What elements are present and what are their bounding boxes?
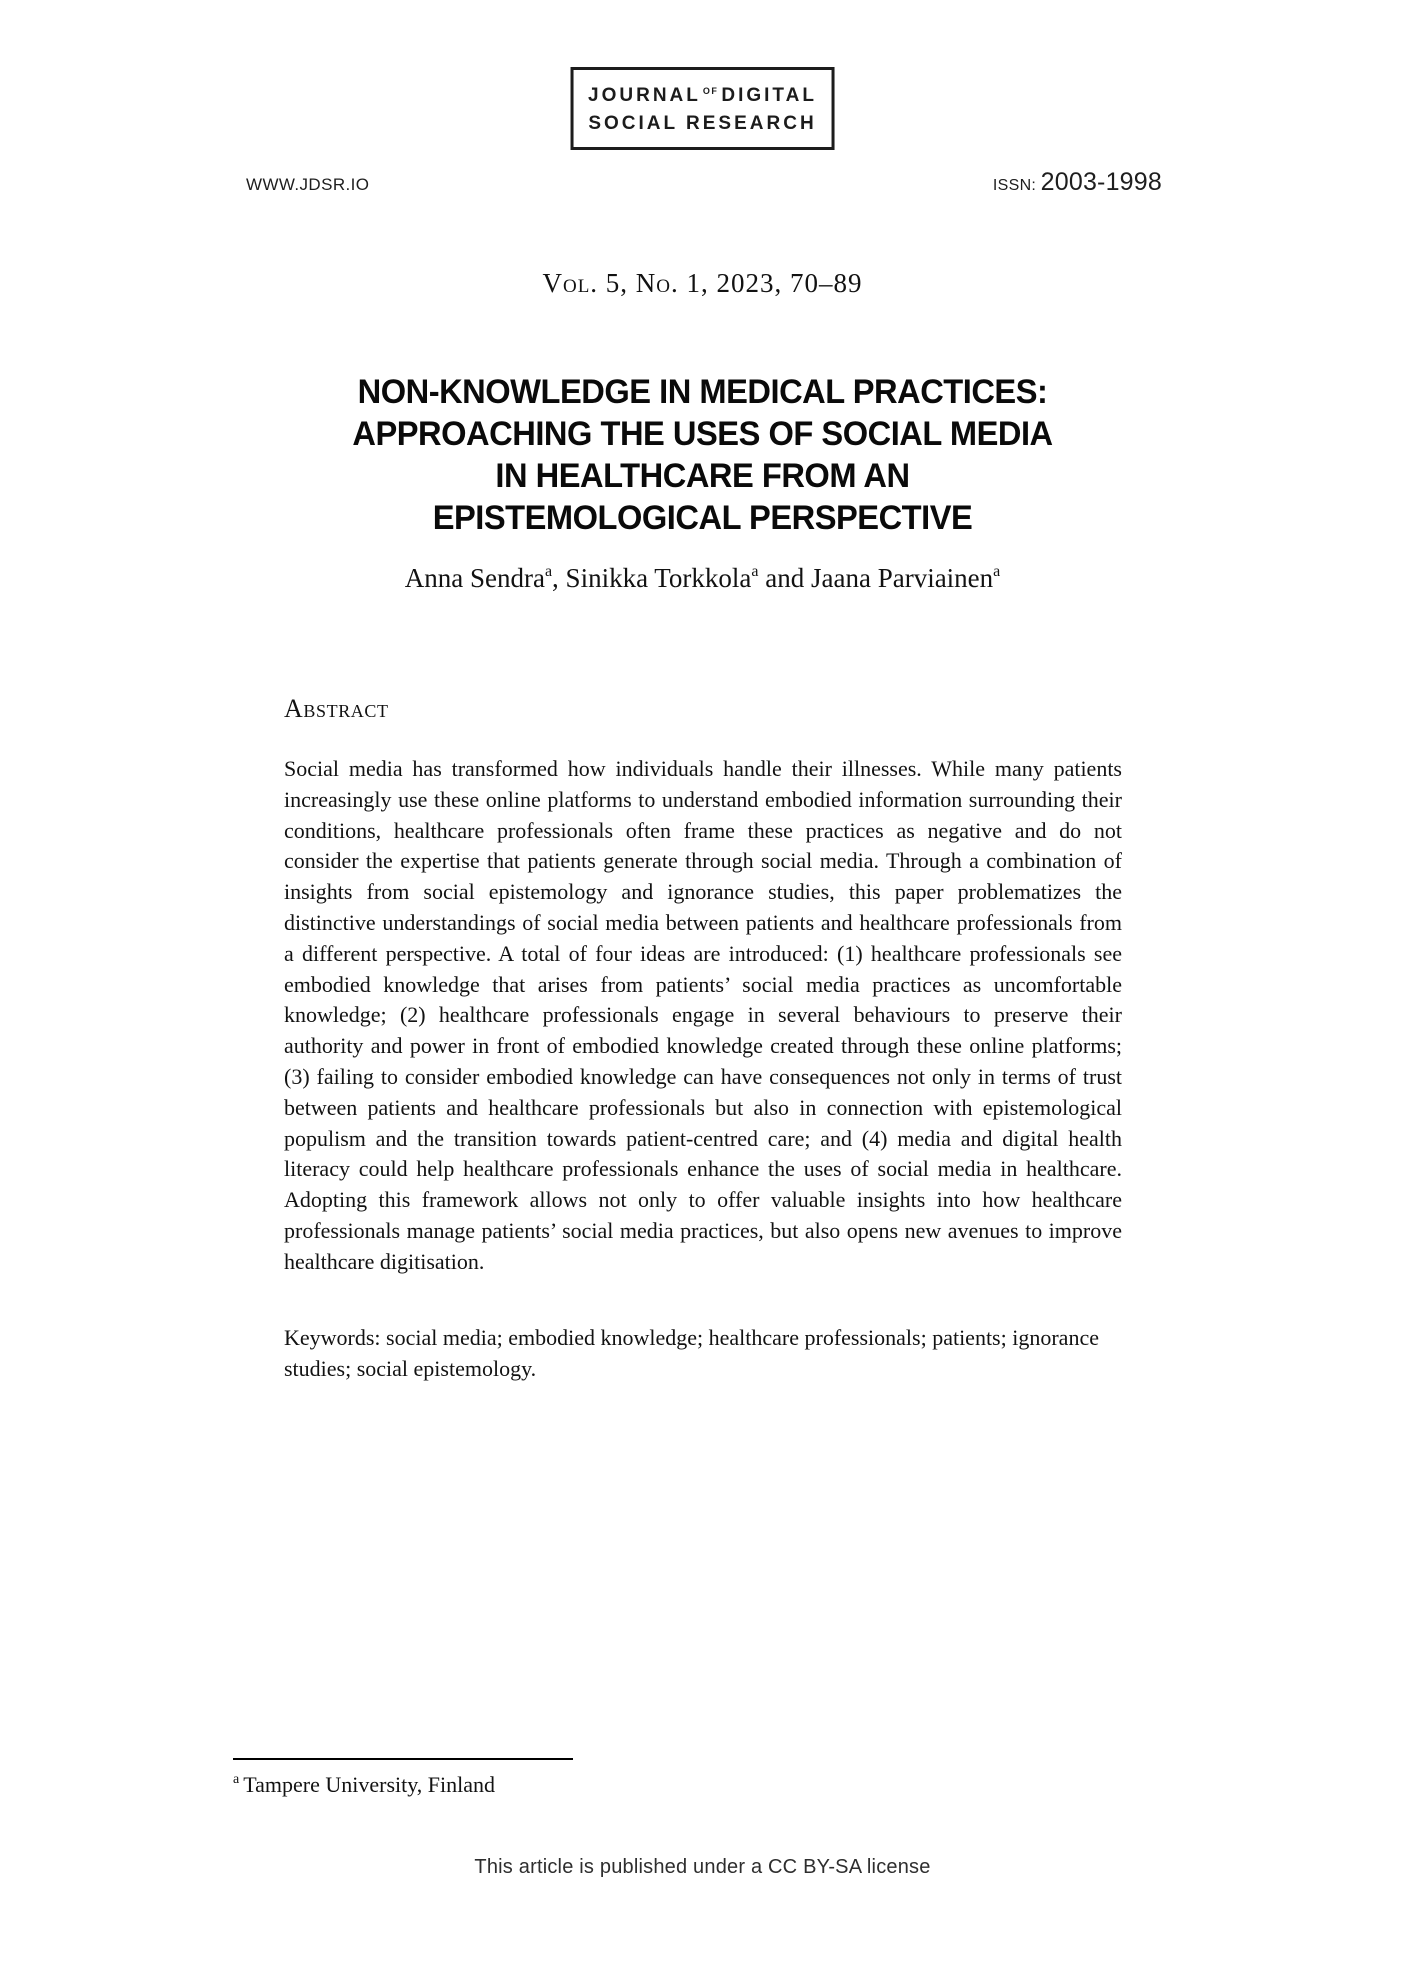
logo-word-digital: DIGITAL	[721, 85, 817, 106]
abstract-text: Social media has transformed how individuals handle their illnesses. While many patients increasingly use these online platforms to understand embodied information surrounding their conditions, healthcare professionals often frame these practices as negative and do not consider the expertise that patients generate through social media. Through a combination of insights from social epistemology and ignorance studies, this paper problematizes the distinctive understandings of social media between patients and healthcare professionals from a different perspective. A total of four ideas are introduced: (1) healthcare professionals see embodied knowledge that arises from patients’ social media practices as uncomfortable knowledge; (2) healthcare professionals engage in several behaviours to preserve their authority and power in front of embodied knowledge created through these online platforms; (3) failing to consider embodied knowledge can have consequences not only in terms of trust between patients and healthcare professionals but also in connection with epistemological populism and the transition towards patient-centred care; and (4) media and digital health literacy could help healthcare professionals enhance the uses of social media in healthcare. Adopting this framework allows not only to offer valuable insights into how healthcare professionals manage patients’ social media practices, but also opens new avenues to improve healthcare digitisation.	[284, 756, 1122, 1274]
footnote-divider	[233, 1758, 573, 1760]
authors-separator-1: ,	[552, 563, 566, 593]
article-title	[0, 371, 1405, 539]
journal-logo-line1	[588, 83, 817, 111]
article-title-line3: IN HEALTHCARE FROM AN	[495, 457, 910, 495]
author-2-name: Sinikka Torkkola	[565, 563, 752, 593]
authors-separator-2: and	[758, 563, 811, 593]
keywords-line: Keywords: social media; embodied knowledge; healthcare professionals; patients; ignorance studies; social epistemology.	[284, 1325, 1099, 1381]
author-1-name: Anna Sendra	[404, 563, 545, 593]
article-title-line4: EPISTEMOLOGICAL PERSPECTIVE	[432, 499, 973, 537]
footnote-affiliation-text: Tampere University, Finland	[243, 1772, 496, 1797]
footnote-mark: a	[233, 1772, 240, 1787]
volume-issue-line: Vol. 5, No. 1, 2023, 70–89	[542, 268, 863, 298]
logo-word-journal: JOURNAL	[588, 85, 701, 106]
license-statement: This article is published under a CC BY-SA license	[474, 1856, 931, 1878]
author-1-affiliation-mark: a	[544, 563, 553, 580]
article-title-line1: NON-KNOWLEDGE IN MEDICAL PRACTICES:	[357, 373, 1048, 411]
journal-website: WWW.JDSR.IO	[246, 175, 370, 194]
author-3-name: Jaana Parviainen	[811, 563, 994, 593]
article-title-line2: APPROACHING THE USES OF SOCIAL MEDIA	[352, 415, 1053, 453]
journal-logo-line2: SOCIAL RESEARCH	[588, 113, 817, 134]
author-3-affiliation-mark: a	[993, 563, 1001, 580]
author-2-affiliation-mark: a	[751, 563, 759, 580]
page-header-row	[246, 168, 1162, 197]
abstract-heading: Abstract	[284, 694, 389, 723]
journal-logo	[570, 67, 835, 150]
authors-line	[0, 563, 1405, 594]
issn-label: ISSN:	[992, 177, 1037, 194]
affiliation-footnote	[233, 1772, 495, 1798]
logo-word-of: OF	[702, 86, 719, 96]
journal-issn	[993, 168, 1162, 197]
issn-value: 2003-1998	[1040, 168, 1162, 196]
